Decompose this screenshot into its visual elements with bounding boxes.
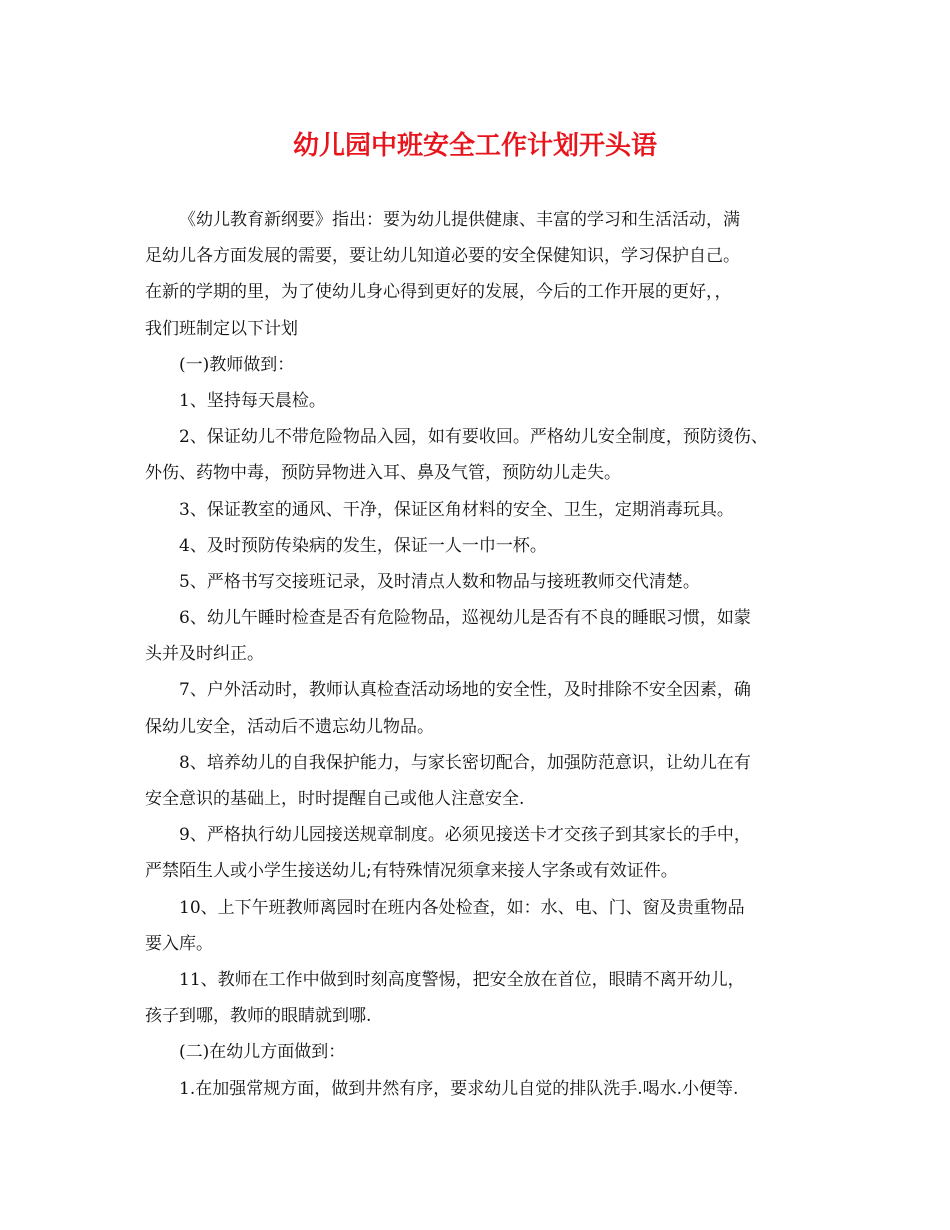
- body-line: 4、及时预防传染病的发生，保证一人一巾一杯。: [179, 535, 547, 556]
- body-line: 10、上下午班教师离园时在班内各处检查，如：水、电、门、窗及贵重物品: [179, 897, 745, 918]
- body-line: 《幼儿教育新纲要》指出：要为幼儿提供健康、丰富的学习和生活活动，满: [179, 210, 740, 230]
- body-line: 头并及时纠正。: [145, 644, 264, 665]
- body-line: 8、培养幼儿的自我保护能力，与家长密切配合，加强防范意识，让幼儿在有: [179, 752, 751, 773]
- document-title: 幼儿园中班安全工作计划开头语: [292, 131, 657, 161]
- section-heading: (一)教师做到：: [179, 354, 295, 375]
- body-line: 3、保证教室的通风、干净，保证区角材料的安全、卫生，定期消毒玩具。: [179, 499, 734, 520]
- body-line: 1、坚持每天晨检。: [179, 390, 326, 411]
- body-line: 安全意识的基础上，时时提醒自己或他人注意安全.: [145, 789, 525, 809]
- body-line: 1.在加强常规方面，做到井然有序，要求幼儿自觉的排队洗手.喝水.小便等.: [179, 1078, 739, 1099]
- body-line: 我们班制定以下计划: [145, 318, 298, 339]
- body-line: 2、保证幼儿不带危险物品入园，如有要收回。严格幼儿安全制度，预防烫伤、: [179, 427, 768, 448]
- body-line: 足幼儿各方面发展的需要，要让幼儿知道必要的安全保健知识，学习保护自己。: [145, 246, 740, 267]
- body-line: 保幼儿安全，活动后不遗忘幼儿物品。: [145, 716, 434, 737]
- body-line: 9、严格执行幼儿园接送规章制度。必须见接送卡才交孩子到其家长的手中，: [179, 825, 751, 846]
- body-line: 在新的学期的里，为了使幼儿身心得到更好的发展，今后的工作开展的更好，，: [145, 282, 732, 303]
- body-line: 严禁陌生人或小学生接送幼儿;有特殊情况须拿来接人字条或有效证件。: [145, 861, 678, 882]
- body-line: 11、教师在工作中做到时刻高度警惕，把安全放在首位，眼睛不离开幼儿，: [179, 969, 745, 990]
- document-body: [145, 202, 825, 1107]
- body-line: 孩子到哪，教师的眼睛就到哪.: [145, 1006, 372, 1027]
- section-heading: (二)在幼儿方面做到：: [179, 1042, 346, 1063]
- body-line: 5、严格书写交接班记录，及时清点人数和物品与接班教师交代清楚。: [179, 571, 700, 592]
- body-line: 7、户外活动时，教师认真检查活动场地的安全性，及时排除不安全因素，确: [179, 680, 751, 701]
- body-line: 要入库。: [145, 933, 213, 954]
- body-line: 6、幼儿午睡时检查是否有危险物品，巡视幼儿是否有不良的睡眠习惯，如蒙: [179, 608, 751, 629]
- body-line: 外伤、药物中毒，预防异物进入耳、鼻及气管，预防幼儿走失。: [145, 463, 621, 484]
